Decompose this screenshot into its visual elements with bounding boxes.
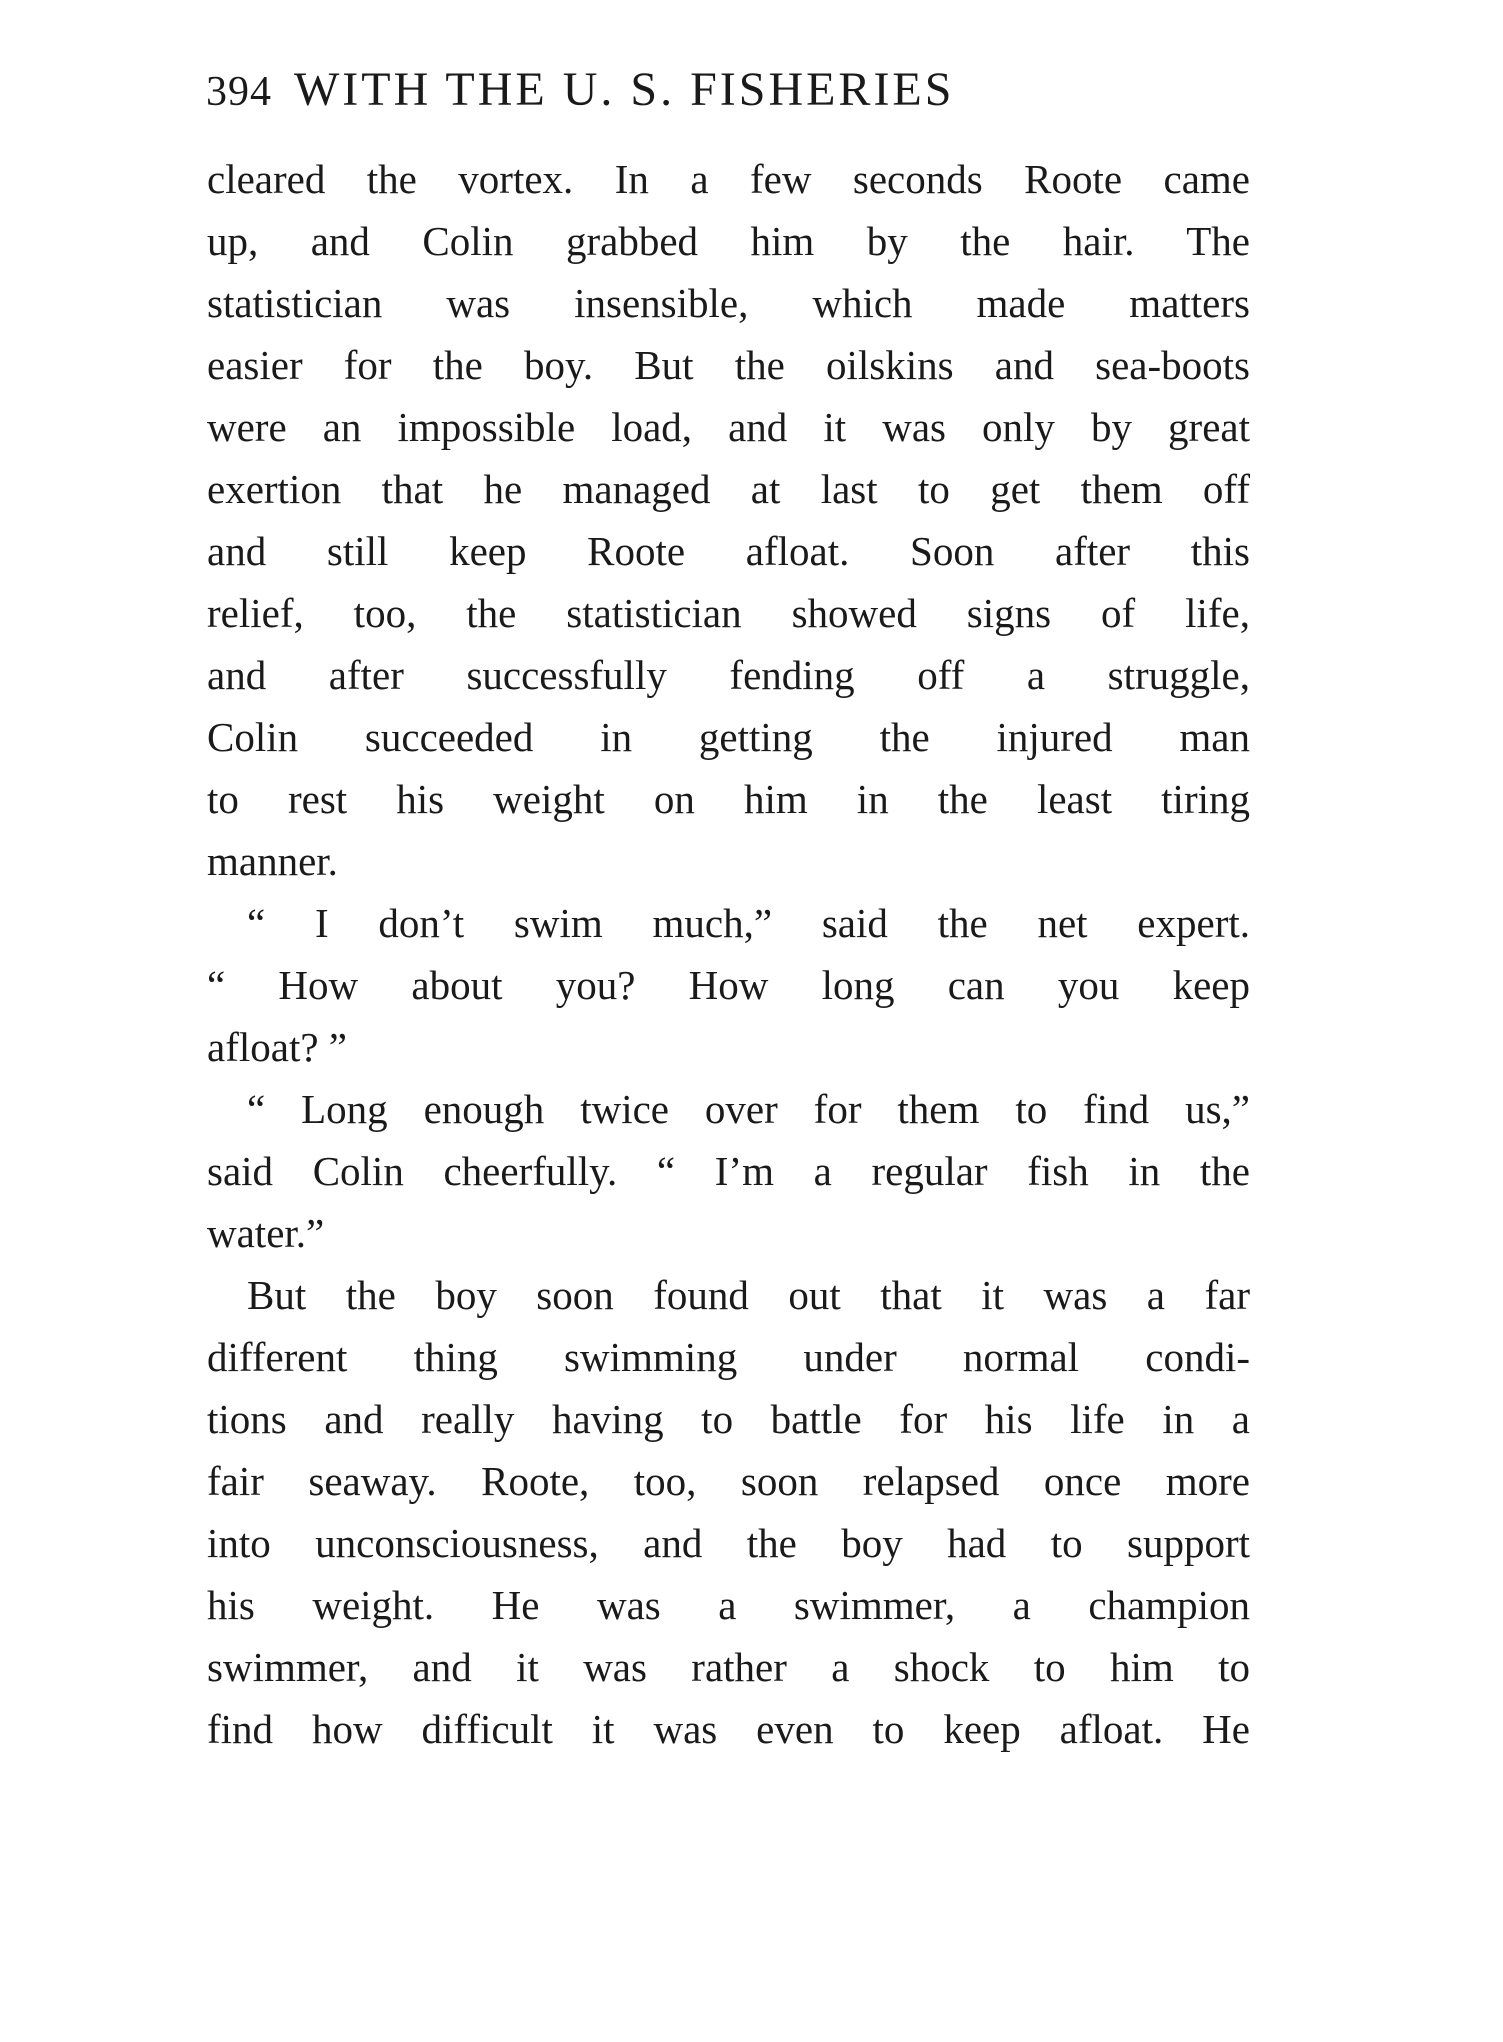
text-line: relief, too, the statistician showed signs of life, — [207, 590, 1250, 636]
text-line: afloat? ” — [207, 1024, 347, 1070]
text-line: Colin succeeded in getting the injured man — [207, 714, 1250, 760]
text-line: But the boy soon found out that it was a far — [247, 1272, 1250, 1318]
body-text — [207, 148, 1250, 1760]
text-line: to rest his weight on him in the least tiring — [207, 776, 1250, 822]
text-line: exertion that he managed at last to get them off — [207, 466, 1250, 512]
page-number: 394 — [206, 69, 272, 115]
text-line: tions and really having to battle for his life in a — [207, 1396, 1250, 1442]
running-head — [206, 60, 1256, 120]
text-line: statistician was insensible, which made matters — [207, 280, 1250, 326]
text-line: manner. — [207, 838, 338, 884]
text-line: into unconsciousness, and the boy had to support — [207, 1520, 1250, 1566]
text-line: his weight. He was a swimmer, a champion — [207, 1582, 1250, 1628]
text-line: and after successfully fending off a struggle, — [207, 652, 1250, 698]
text-line: different thing swimming under normal condi- — [207, 1334, 1250, 1380]
text-line: “ I don’t swim much,” said the net expert. — [247, 900, 1250, 946]
text-line: cleared the vortex. In a few seconds Roote came — [207, 156, 1250, 202]
running-title: WITH THE U. S. FISHERIES — [294, 63, 955, 116]
text-line: and still keep Roote afloat. Soon after this — [207, 528, 1250, 574]
text-line: easier for the boy. But the oilskins and sea-boots — [207, 342, 1250, 388]
text-line: were an impossible load, and it was only by great — [207, 404, 1250, 450]
text-line: fair seaway. Roote, too, soon relapsed once more — [207, 1458, 1250, 1504]
text-line: swimmer, and it was rather a shock to him to — [207, 1644, 1250, 1690]
text-line: find how difficult it was even to keep afloat. He — [207, 1706, 1250, 1752]
text-line: “ How about you? How long can you keep — [207, 962, 1250, 1008]
text-line: “ Long enough twice over for them to find us,” — [247, 1086, 1250, 1132]
text-line: up, and Colin grabbed him by the hair. The — [207, 218, 1250, 264]
text-line: water.” — [207, 1210, 325, 1256]
text-line: said Colin cheerfully. “ I’m a regular fish in the — [207, 1148, 1250, 1194]
